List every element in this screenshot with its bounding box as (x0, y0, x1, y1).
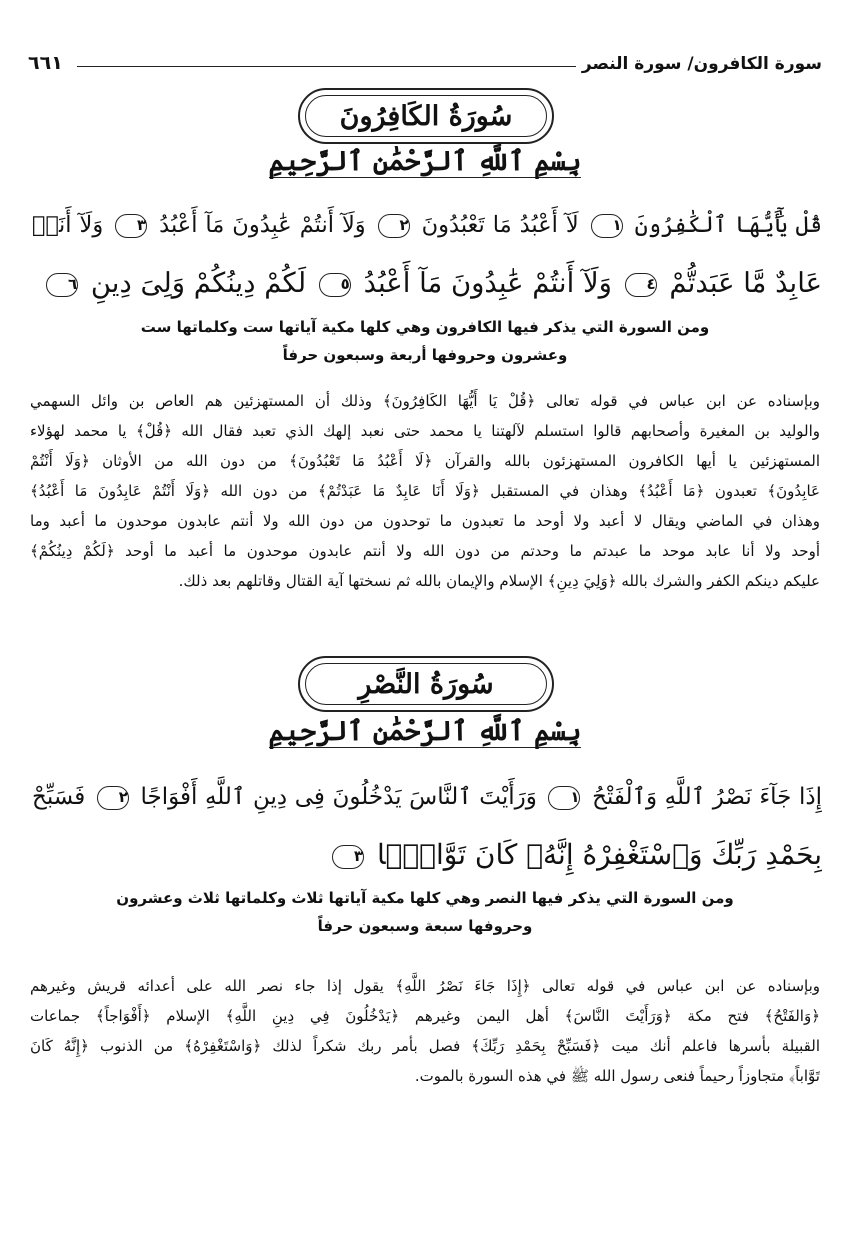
header-rule (77, 66, 576, 67)
verse-number-marker: ٢ (97, 786, 129, 810)
commentary-line: تَوَّاباً﴾ متجاوزاً رحيماً فنعى رسول الله ﷺ في هذه السورة بالموت. (414, 1067, 820, 1085)
commentary-line: ﴿وَالفَتْحُ﴾ فتح مكة ﴿وَرَأَيْتَ النَّاسَ﴾ أهل اليمن وغيرهم ﴿يَدْخُلُونَ فِي دِينِ اللَّهِ﴾ الإسلام ﴿أَفْوَاجاً﴾ جماعات (30, 1007, 820, 1025)
surah-title: سُورَةُ النَّصْرِ (358, 668, 494, 700)
surah-title-frame (298, 656, 554, 712)
commentary-line: عليكم دينكم الكفر والشرك بالله ﴿وَلِيَ دِينِ﴾ الإسلام والإيمان بالله ثم نسختها آية القتال وقاتلهم بعد ذلك. (178, 572, 820, 590)
verse-text: لَكُمْ دِينُكُمْ وَلِىَ دِينِ (90, 267, 307, 299)
verse-number-marker: ٣ (332, 845, 364, 869)
commentary-line: وهذان في الماضي ويقال لا أعبد ولا أوحد ما تعبدون ما توحدون من دون الله ولا أنتم عابدون موحدون ما أعبد وما (30, 512, 820, 530)
surah-title: سُورَةُ الكَافِرُونَ (339, 100, 513, 132)
verse-text: عَابِدٌ مَّا عَبَدتُّمْ (669, 267, 822, 299)
commentary-line: المستهزئين يا أيها الكافرون المستهزئون بالله والقرآن ﴿لَا أَعْبُدُ مَا تَعْبُدُونَ﴾ من دون الله من الأوثان ﴿وَلَا أَنْتُمْ (30, 452, 820, 470)
verse-text: بِحَمْدِ رَبِّكَ وَٱسْتَغْفِرْهُ إِنَّهُۥ كَانَ تَوَّابًۢا (377, 838, 822, 871)
running-title: سورة الكافرون/ سورة النصر (581, 54, 822, 74)
surah-intro (112, 884, 738, 940)
verse-number-marker: ٥ (319, 273, 351, 297)
surah-title-frame (298, 88, 554, 144)
verse-line (32, 254, 822, 312)
commentary-line: أوحد ولا أنا عابد موحد ما عبدتم ما وحدتم من دون الله ولا أنتم عابدون موحدون ما أعبد ما أوحد ﴿لَكُمْ دِينُكُمْ﴾ (30, 542, 820, 560)
verse-number-marker: ١ (548, 786, 580, 810)
commentary-line: وبإسناده عن ابن عباس في قوله تعالى ﴿إِذَا جَاءَ نَصْرُ اللَّهِ﴾ يقول إذا جاء نصر الله على أعدائه قريش وغيرهم (30, 977, 820, 995)
commentary-line: وبإسناده عن ابن عباس في قوله تعالى ﴿قُلْ يَا أَيُّهَا الكَافِرُونَ﴾ وذلك أن المستهزئين هم العاص بن وائل السهمي (30, 392, 820, 410)
bismillah-text: بِسْمِ ٱللَّهِ ٱلرَّحْمَٰنِ ٱلرَّحِيمِ (268, 146, 582, 177)
verse-text: فَسَبِّحْ (32, 784, 86, 810)
intro-line: وحروفها سبعة وسبعون حرفاً (317, 917, 533, 935)
verse-line (32, 826, 822, 884)
commentary-line: والوليد بن المغيرة وأصحابهم قالوا استسلم لآلهتنا يا محمد حتى نعبد إلهك الذي تعبد فقال الله ﴿قُلْ﴾ يا محمد لهؤلاء (30, 422, 820, 440)
intro-line: ومن السورة التي يذكر فيها النصر وهي كلها مكية آياتها ثلاث وكلماتها ثلاث وعشرون (116, 889, 734, 907)
verse-number-marker: ١ (591, 214, 623, 238)
verse-text: إِذَا جَآءَ نَصْرُ ٱللَّهِ وَٱلْفَتْحُ (592, 784, 822, 810)
verse-text: قُلْ يَٰٓأَيُّهَا ٱلْكَٰفِرُونَ (634, 212, 822, 238)
page-header (28, 44, 822, 74)
intro-line: ومن السورة التي يذكر فيها الكافرون وهي كلها مكية آياتها ست وكلماتها ست (140, 318, 710, 336)
verse-text: وَلَآ أَنتُمْ عَٰبِدُونَ مَآ أَعْبُدُ (159, 212, 366, 238)
bismillah (200, 716, 650, 758)
verse-number-marker: ٣ (115, 214, 147, 238)
verse-line (32, 768, 822, 826)
verse-text: وَلَآ أَنَا۠ (32, 212, 104, 238)
verse-text: وَرَأَيْتَ ٱلنَّاسَ يَدْخُلُونَ فِى دِينِ ٱللَّهِ أَفْوَاجًا (140, 784, 537, 810)
page-number: ٦٦١ (28, 52, 63, 74)
verse-number-marker: ٢ (378, 214, 410, 238)
verse-number-marker: ٦ (46, 273, 78, 297)
surah-intro (120, 313, 730, 369)
intro-line: وعشرون وحروفها أربعة وسبعون حرفاً (282, 346, 568, 364)
commentary-line: القبيلة بأسرها فاعلم أنك ميت ﴿فَسَبِّحْ بِحَمْدِ رَبِّكَ﴾ فصل بأمر ربك شكراً لذلك ﴿وَاسْتَغْفِرْهُ﴾ من الذنوب ﴿إِنَّهُ كَانَ (30, 1037, 820, 1055)
commentary-line: عَابِدُونَ﴾ تعبدون ﴿مَا أَعْبُدُ﴾ وهذان في المستقبل ﴿وَلَا أَنَا عَابِدٌ مَا عَبَدْتُمْ﴾ من دون الله ﴿وَلَا أَنْتُمْ عَابِدُونَ مَا أَعْبُدُ﴾ (30, 482, 820, 500)
bismillah (200, 146, 650, 188)
verse-text: وَلَآ أَنتُمْ عَٰبِدُونَ مَآ أَعْبُدُ (363, 267, 612, 299)
bismillah-text: بِسْمِ ٱللَّهِ ٱلرَّحْمَٰنِ ٱلرَّحِيمِ (268, 716, 582, 747)
verse-number-marker: ٤ (625, 273, 657, 297)
verse-line (32, 196, 822, 254)
verse-text: لَآ أَعْبُدُ مَا تَعْبُدُونَ (421, 212, 579, 238)
